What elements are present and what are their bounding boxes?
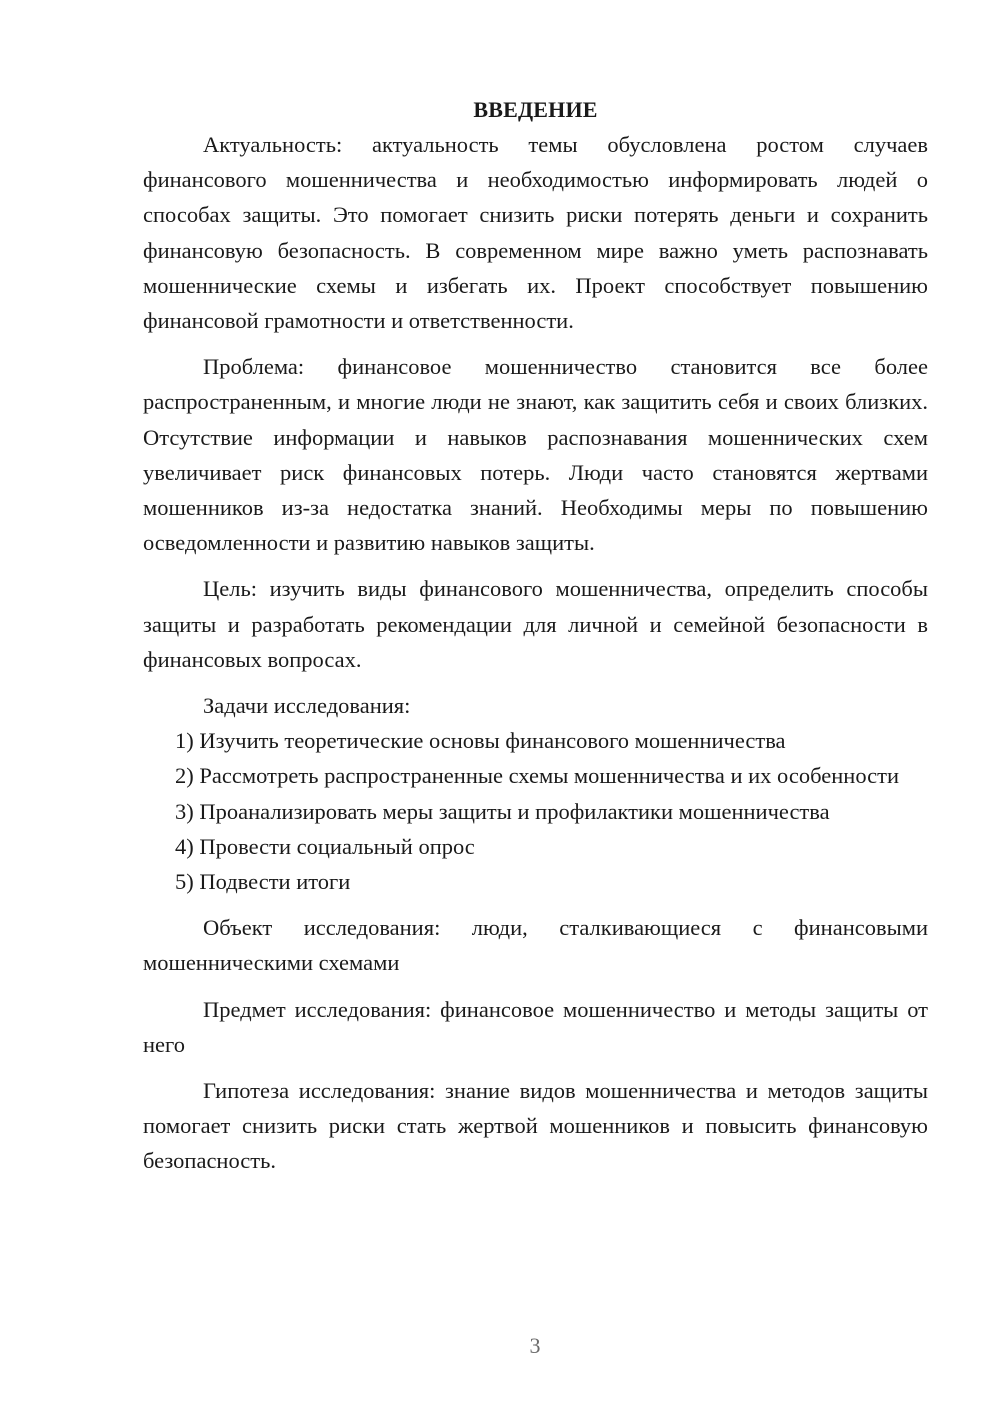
task-item: 2) Рассмотреть распространенные схемы мошенничества и их особенности (175, 763, 899, 789)
paragraph-subject: Предмет исследования: финансовое мошенничество и методы защиты от него (143, 996, 928, 1057)
task-item: 3) Проанализировать меры защиты и профилактики мошенничества (175, 798, 830, 824)
tasks-heading: Задачи исследования: (203, 693, 411, 719)
paragraph-hypothesis: Гипотеза исследования: знание видов мошенничества и методов защиты помогает снизить риски стать жертвой мошенников и повысить финансовую безопасность. (143, 1078, 928, 1174)
paragraph-goal: Цель: изучить виды финансового мошенничества, определить способы защиты и разработать рекомендации для личной и семейной безопасности в финансовых вопросах. (143, 576, 928, 672)
paragraph-object: Объект исследования: люди, сталкивающиеся с финансовыми мошенническими схемами (143, 915, 928, 976)
page-title: ВВЕДЕНИЕ (473, 97, 598, 122)
task-item: 4) Провести социальный опрос (175, 833, 475, 859)
page-number: 3 (529, 1333, 541, 1358)
paragraph-problem: Проблема: финансовое мошенничество становится все более распространенным, и многие люди не знают, как защитить себя и своих близких. Отсутствие информации и навыков распознавания мошеннических схем увеличивает риск финансовых потерь. Люди часто становятся жертвами мошенников из-за недостатка знаний. Необходимы меры по повышению осведомленности и развитию навыков защиты. (143, 354, 928, 556)
task-item: 5) Подвести итоги (175, 869, 351, 895)
page-body (143, 93, 928, 1179)
task-item: 1) Изучить теоретические основы финансового мошенничества (175, 728, 786, 754)
paragraph-relevance: Актуальность: актуальность темы обусловлена ростом случаев финансового мошенничества и необходимостью информировать людей о способах защиты. Это помогает снизить риски потерять деньги и сохранить финансовую безопасность. В современном мире важно уметь распознавать мошеннические схемы и избегать их. Проект способствует повышению финансовой грамотности и ответственности. (143, 132, 928, 334)
